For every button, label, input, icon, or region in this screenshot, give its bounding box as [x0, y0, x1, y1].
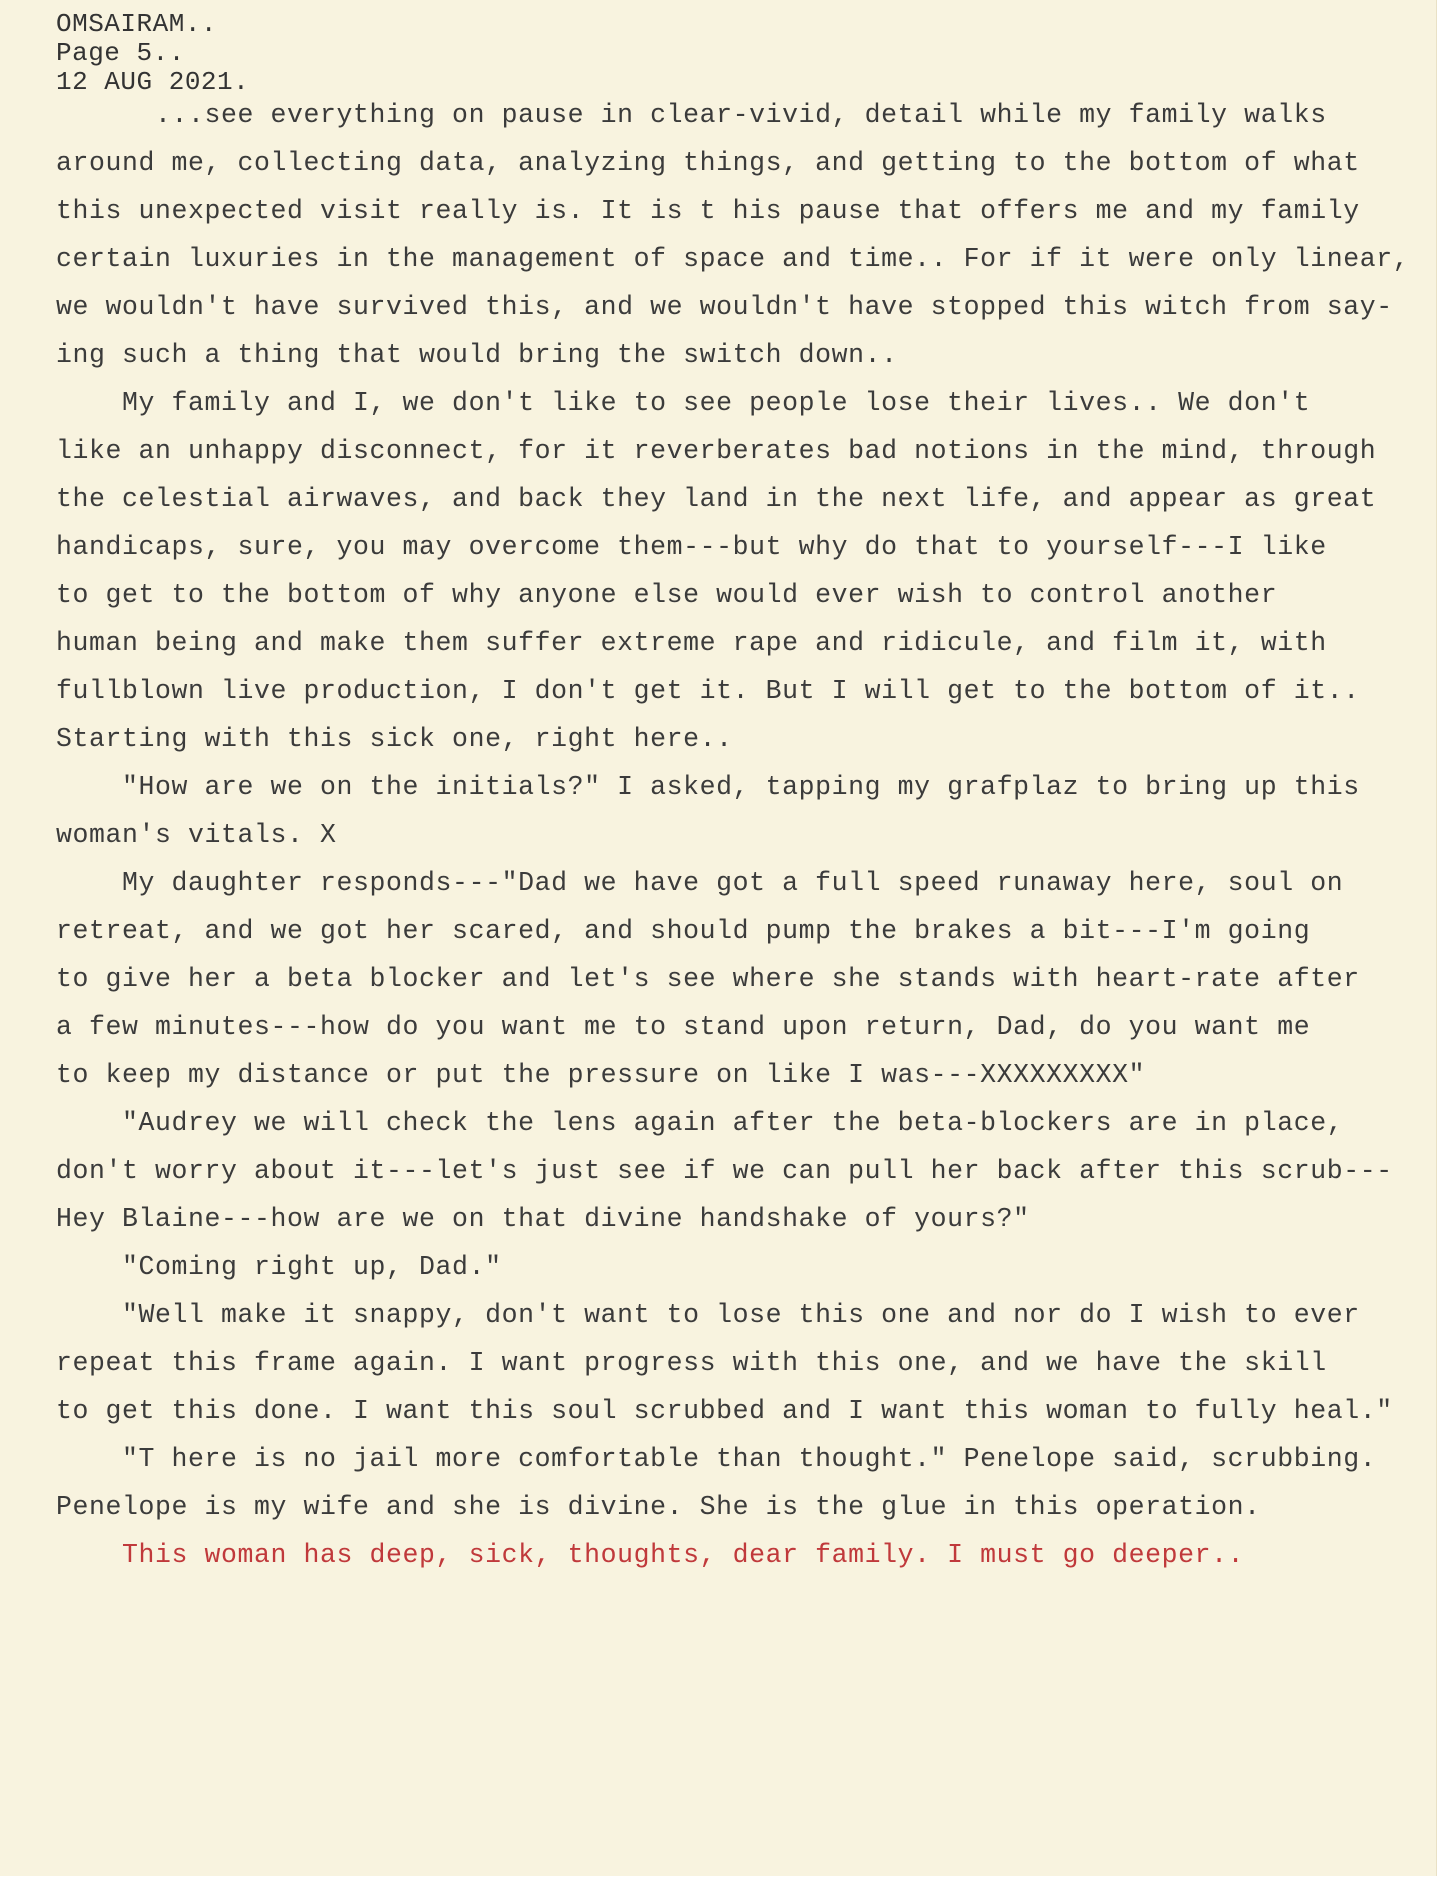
header-title: OMSAIRAM..	[56, 9, 218, 39]
text-line: "Coming right up, Dad."	[56, 1252, 502, 1282]
header-date: 12 AUG 2021.	[56, 67, 250, 97]
text-line: around me, collecting data, analyzing things, and getting to the bottom of what	[56, 148, 1360, 178]
text-line: handicaps, sure, you may overcome them---but why do that to yourself---I like	[56, 532, 1327, 562]
text-line: "T here is no jail more comfortable than thought." Penelope said, scrubbing.	[56, 1444, 1377, 1474]
page-header	[56, 10, 249, 97]
text-line: to give her a beta blocker and let's see where she stands with heart-rate after	[56, 964, 1360, 994]
text-line: ...see everything on pause in clear-vivid, detail while my family walks	[56, 100, 1327, 130]
text-line: to get this done. I want this soul scrubbed and I want this woman to fully heal."	[56, 1396, 1393, 1426]
text-line: this unexpected visit really is. It is t his pause that offers me and my family	[56, 196, 1360, 226]
text-line: "Well make it snappy, don't want to lose this one and nor do I wish to ever	[56, 1300, 1360, 1330]
text-line: retreat, and we got her scared, and should pump the brakes a bit---I'm going	[56, 916, 1311, 946]
header-page-number: Page 5..	[56, 38, 185, 68]
text-line: ing such a thing that would bring the switch down..	[56, 340, 898, 370]
text-line: to get to the bottom of why anyone else would ever wish to control another	[56, 580, 1278, 610]
text-line: Hey Blaine---how are we on that divine handshake of yours?"	[56, 1204, 1030, 1234]
text-line: My family and I, we don't like to see people lose their lives.. We don't	[56, 388, 1311, 418]
text-line: "Audrey we will check the lens again after the beta-blockers are in place,	[56, 1108, 1344, 1138]
text-line: Penelope is my wife and she is divine. She is the glue in this operation.	[56, 1492, 1261, 1522]
text-line: "How are we on the initials?" I asked, tapping my grafplaz to bring up this	[56, 772, 1360, 802]
text-line: woman's vitals. X	[56, 820, 337, 850]
text-line: Starting with this sick one, right here..	[56, 724, 733, 754]
text-line: a few minutes---how do you want me to stand upon return, Dad, do you want me	[56, 1012, 1311, 1042]
text-line: certain luxuries in the management of space and time.. For if it were only linear,	[56, 244, 1410, 274]
text-line: to keep my distance or put the pressure on like I was---XXXXXXXXX"	[56, 1060, 1146, 1090]
text-line: the celestial airwaves, and back they land in the next life, and appear as great	[56, 484, 1377, 514]
text-line: My daughter responds---"Dad we have got a full speed runaway here, soul on	[56, 868, 1344, 898]
text-line: fullblown live production, I don't get it. But I will get to the bottom of it..	[56, 676, 1360, 706]
text-line: like an unhappy disconnect, for it reverberates bad notions in the mind, through	[56, 436, 1377, 466]
text-line: repeat this frame again. I want progress with this one, and we have the skill	[56, 1348, 1327, 1378]
text-line: human being and make them suffer extreme rape and ridicule, and film it, with	[56, 628, 1327, 658]
text-line: we wouldn't have survived this, and we wouldn't have stopped this witch from say-	[56, 292, 1393, 322]
text-line: don't worry about it---let's just see if we can pull her back after this scrub---	[56, 1156, 1393, 1186]
red-ink-text-line: This woman has deep, sick, thoughts, dear family. I must go deeper..	[56, 1540, 1245, 1570]
